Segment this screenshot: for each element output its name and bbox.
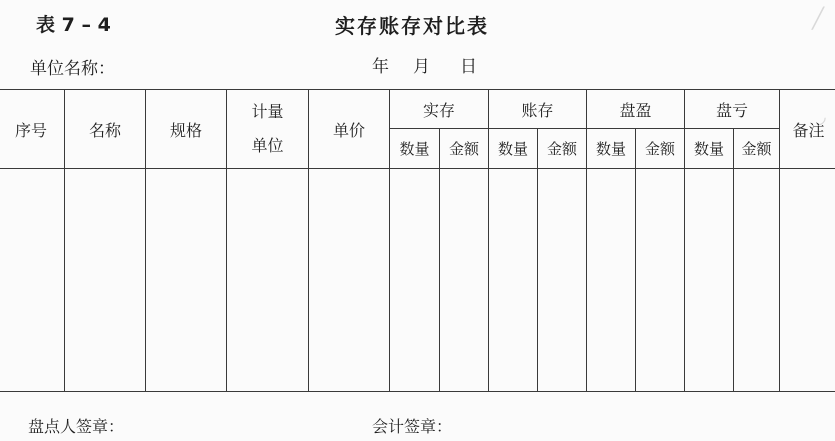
unit-name-label: 单位名称： xyxy=(30,59,115,79)
sub-header-shortage-amount: 金额 xyxy=(734,129,780,169)
col-header-seq: 序号 xyxy=(0,90,65,169)
sub-header-book-quantity: 数量 xyxy=(489,129,538,169)
sub-header-shortage-quantity: 数量 xyxy=(685,129,734,169)
sub-header-actual-amount: 金额 xyxy=(440,129,489,169)
col-header-unit-price: 单价 xyxy=(309,90,390,169)
date-month-label: 月 xyxy=(413,57,430,77)
sub-header-actual-quantity: 数量 xyxy=(390,129,440,169)
accountant-signature-label: 会计签章： xyxy=(372,417,453,436)
cell-name xyxy=(65,169,146,392)
table-number: 表 7 – 4 xyxy=(36,14,111,36)
cell-shortage-quantity xyxy=(685,169,734,392)
date-year-label: 年 xyxy=(372,57,389,77)
col-header-spec: 规格 xyxy=(146,90,227,169)
cell-remark xyxy=(780,169,835,392)
col-header-remark: 备注 xyxy=(780,90,835,169)
cell-surplus-amount xyxy=(636,169,685,392)
comparison-table xyxy=(0,89,835,392)
cell-unit-price xyxy=(309,169,390,392)
measure-unit-line2: 单位 xyxy=(251,136,284,155)
group-header-shortage: 盘亏 xyxy=(685,90,780,129)
measure-unit-line1: 计量 xyxy=(251,102,284,121)
bleed-through-mark: ╱ xyxy=(812,6,825,30)
bleed-through-mark: ◞ xyxy=(818,104,826,128)
col-header-measure-unit xyxy=(227,90,309,169)
counter-signature-label: 盘点人签章： xyxy=(28,417,125,436)
cell-actual-quantity xyxy=(390,169,440,392)
cell-book-quantity xyxy=(489,169,538,392)
sub-header-book-amount: 金额 xyxy=(538,129,587,169)
cell-book-amount xyxy=(538,169,587,392)
col-header-name: 名称 xyxy=(65,90,146,169)
cell-surplus-quantity xyxy=(587,169,636,392)
table-row xyxy=(0,169,835,392)
cell-shortage-amount xyxy=(734,169,780,392)
cell-seq xyxy=(0,169,65,392)
cell-spec xyxy=(146,169,227,392)
group-header-book: 账存 xyxy=(489,90,587,129)
group-header-actual: 实存 xyxy=(390,90,489,129)
sub-header-surplus-amount: 金额 xyxy=(636,129,685,169)
group-header-surplus: 盘盈 xyxy=(587,90,685,129)
document-title: 实存账存对比表 xyxy=(335,14,489,38)
cell-actual-amount xyxy=(440,169,489,392)
cell-measure-unit xyxy=(227,169,309,392)
date-day-label: 日 xyxy=(460,57,477,77)
sub-header-surplus-quantity: 数量 xyxy=(587,129,636,169)
